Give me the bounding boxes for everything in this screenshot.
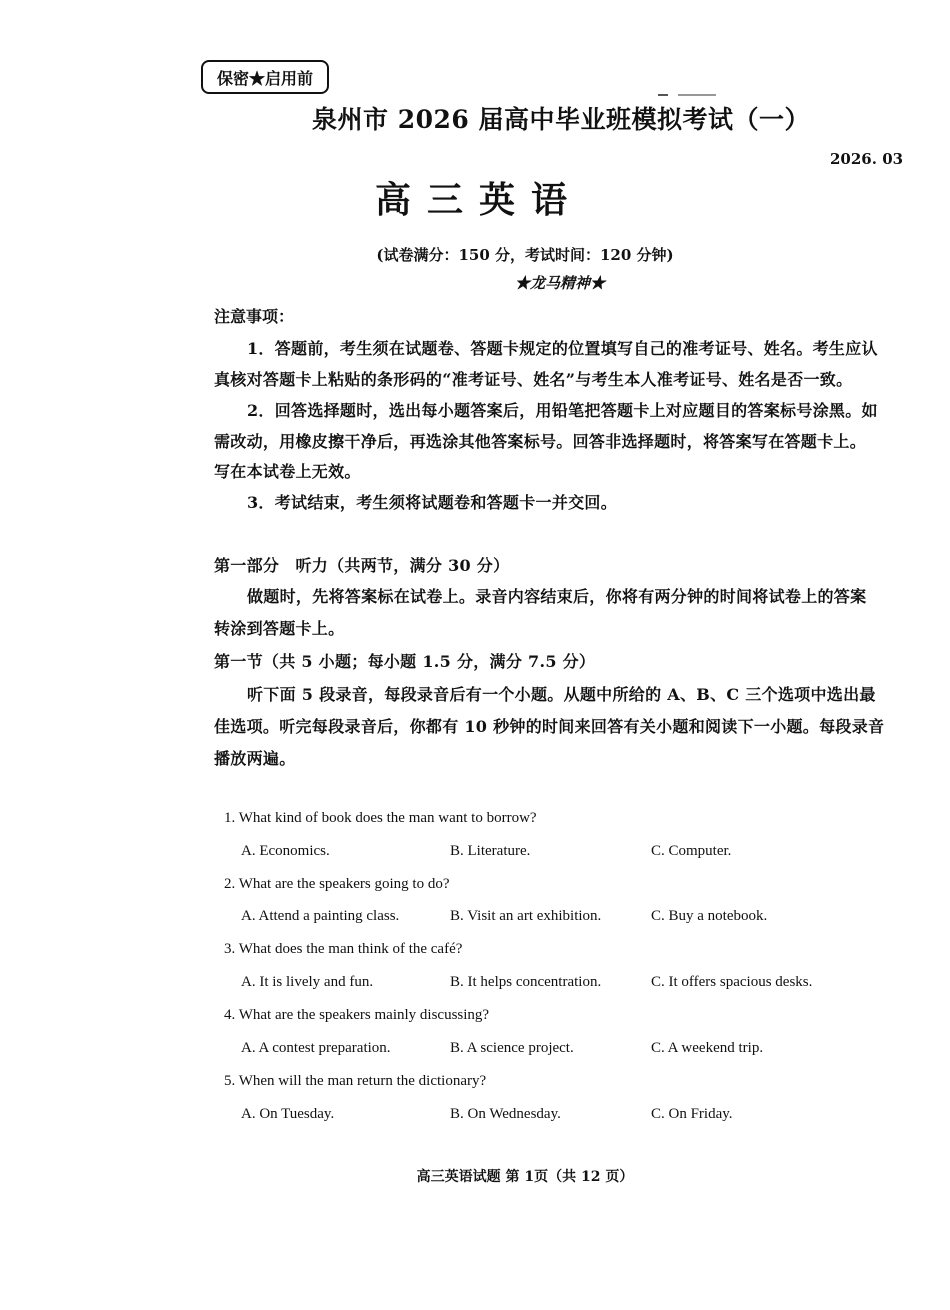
- notice-item-3: 3．考试结束，考生须将试题卷和答题卡一并交回。: [247, 493, 618, 512]
- motto: ★龙马精神★: [514, 274, 605, 292]
- question-1-option-a: A. Economics.: [241, 843, 330, 859]
- exam-title: 泉州市 2026 届高中毕业班模拟考试（一）: [312, 105, 810, 134]
- question-5-option-c: C. On Friday.: [651, 1106, 733, 1122]
- question-5-option-a: A. On Tuesday.: [241, 1106, 335, 1122]
- question-2-stem: 2. What are the speakers going to do?: [224, 876, 450, 892]
- notice-item-2-line-3: 写在本试卷上无效。: [214, 462, 361, 481]
- question-1-option-b: B. Literature.: [450, 843, 531, 859]
- question-1-option-c: C. Computer.: [651, 843, 732, 859]
- section1-line-1: 听下面 5 段录音，每段录音后有一个小题。从题中所给的 A、B、C 三个选项中选出最: [247, 685, 876, 704]
- question-4-stem: 4. What are the speakers mainly discussing?: [224, 1007, 490, 1023]
- question-3-option-a: A. It is lively and fun.: [241, 974, 374, 990]
- question-2-option-b: B. Visit an art exhibition.: [450, 908, 602, 924]
- notice-item-1-line-2: 真核对答题卡上粘贴的条形码的“准考证号、姓名”与考生本人准考证号、姓名是否一致。: [214, 370, 853, 389]
- notice-item-2-line-1: 2．回答选择题时，选出每小题答案后，用铅笔把答题卡上对应题目的答案标号涂黑。如: [247, 401, 878, 420]
- question-5-option-b: B. On Wednesday.: [450, 1106, 561, 1122]
- part1-heading: 第一部分 听力（共两节，满分 30 分）: [214, 556, 510, 575]
- question-3-option-b: B. It helps concentration.: [450, 974, 602, 990]
- scan-mark: [656, 92, 726, 98]
- part1-intro-line-2: 转涂到答题卡上。: [214, 619, 345, 638]
- section1-heading: 第一节（共 5 小题；每小题 1.5 分，满分 7.5 分）: [214, 652, 596, 671]
- question-5-stem: 5. When will the man return the dictionary?: [224, 1073, 487, 1089]
- part1-intro-line-1: 做题时，先将答案标在试卷上。录音内容结束后，你将有两分钟的时间将试卷上的答案: [247, 587, 867, 606]
- subject-title: 高三英语: [374, 179, 583, 221]
- notice-heading: 注意事项：: [214, 307, 295, 326]
- question-2-option-c: C. Buy a notebook.: [651, 908, 768, 924]
- notice-item-1-line-1: 1．答题前，考生须在试题卷、答题卡规定的位置填写自己的准考证号、姓名。考生应认: [247, 339, 878, 358]
- confidential-stamp: 保密★启用前: [201, 60, 329, 94]
- question-2-option-a: A. Attend a painting class.: [241, 908, 400, 924]
- question-4-option-c: C. A weekend trip.: [651, 1040, 764, 1056]
- page-footer: 高三英语试题 第 1页（共 12 页）: [416, 1169, 634, 1185]
- question-3-stem: 3. What does the man think of the café?: [224, 941, 463, 957]
- section1-line-2: 佳选项。听完每段录音后，你都有 10 秒钟的时间来回答有关小题和阅读下一小题。每段录音: [214, 717, 885, 736]
- question-3-option-c: C. It offers spacious desks.: [651, 974, 813, 990]
- section1-line-3: 播放两遍。: [214, 749, 296, 768]
- question-1-stem: 1. What kind of book does the man want to borrow?: [224, 810, 537, 826]
- score-info: (试卷满分：150 分，考试时间：120 分钟): [376, 246, 674, 264]
- notice-item-2-line-2: 需改动，用橡皮擦干净后，再选涂其他答案标号。回答非选择题时，将答案写在答题卡上。: [214, 432, 867, 451]
- question-4-option-a: A. A contest preparation.: [241, 1040, 391, 1056]
- question-4-option-b: B. A science project.: [450, 1040, 574, 1056]
- exam-date: 2026. 03: [830, 150, 904, 168]
